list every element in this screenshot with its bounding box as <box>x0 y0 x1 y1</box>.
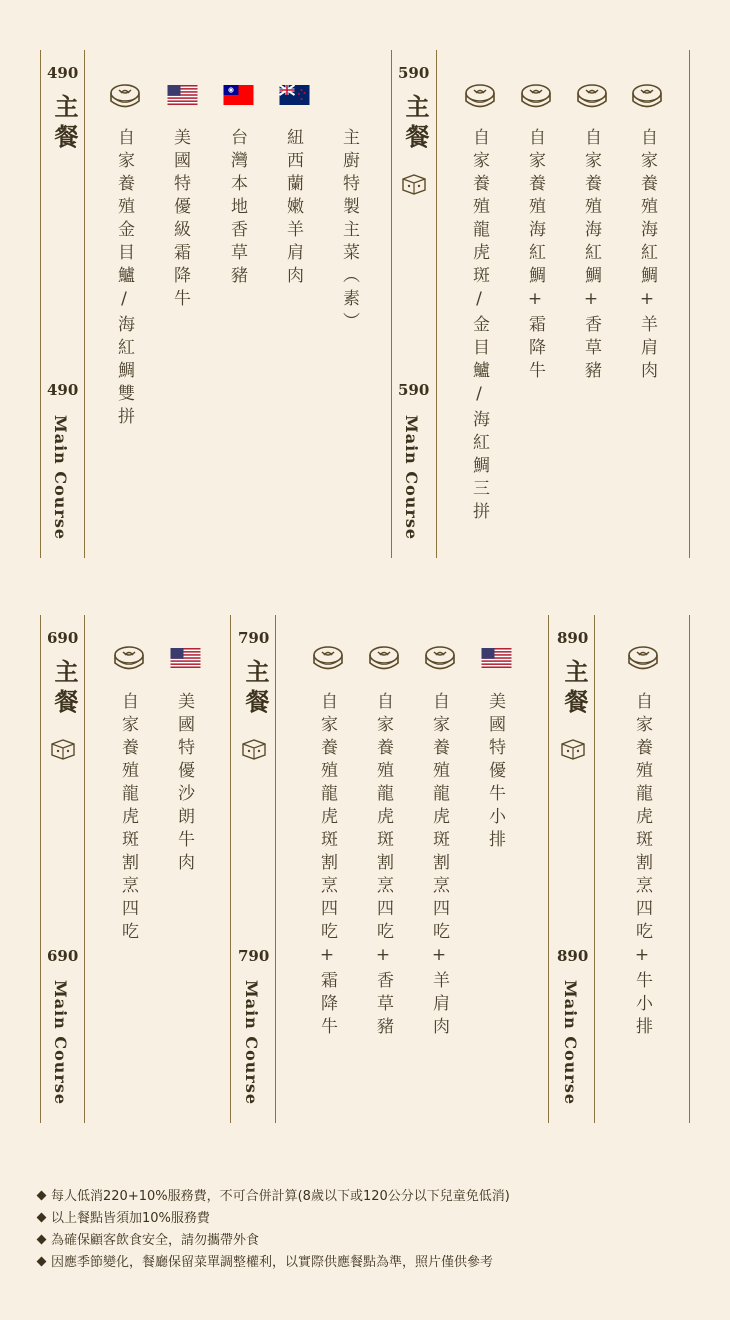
divider-line <box>275 615 276 1123</box>
price-top: 690 <box>47 629 79 647</box>
menu-item: 自家養殖海紅鯛+香草豬 <box>581 128 601 384</box>
main-course-label: 主餐 <box>560 659 589 719</box>
divider-line <box>230 615 231 1123</box>
usa-flag-icon <box>167 85 198 105</box>
price-top: 490 <box>47 64 79 82</box>
fish-badge-icon <box>109 82 141 110</box>
divider-line <box>548 615 549 1123</box>
price-bottom: 590 <box>398 381 430 399</box>
lunchbox-icon <box>558 737 588 761</box>
main-course-en-label: Main Course <box>242 980 261 1106</box>
fish-badge-icon <box>520 82 552 110</box>
main-course-en-label: Main Course <box>51 980 70 1106</box>
main-course-label: 主餐 <box>50 94 79 154</box>
lunchbox-icon <box>239 737 269 761</box>
menu-item: 美國特優沙朗牛肉 <box>174 692 194 876</box>
fish-badge-icon <box>424 644 456 672</box>
menu-item: 主廚特製主菜（素） <box>339 128 359 335</box>
menu-item: 自家養殖龍虎斑割烹四吃+香草豬 <box>373 692 393 1040</box>
divider-line <box>40 615 41 1123</box>
menu-item: 自家養殖海紅鯛+羊肩肉 <box>637 128 657 384</box>
divider-line <box>391 50 392 558</box>
usa-flag-icon <box>481 648 512 668</box>
lunchbox-icon <box>48 737 78 761</box>
menu-item: 自家養殖龍虎斑割烹四吃+霜降牛 <box>317 692 337 1040</box>
divider-line <box>436 50 437 558</box>
divider-line <box>40 50 41 558</box>
main-course-en-label: Main Course <box>402 415 421 541</box>
fish-badge-icon <box>113 644 145 672</box>
divider-line <box>84 50 85 558</box>
diamond-bullet-icon <box>37 1213 47 1223</box>
usa-flag-icon <box>170 648 201 668</box>
note-line: 以上餐點皆須加10%服務費 <box>38 1208 510 1230</box>
fish-badge-icon <box>631 82 663 110</box>
menu-item: 自家養殖金目鱸/海紅鯛雙拼 <box>114 128 134 430</box>
main-course-en-label: Main Course <box>561 980 580 1106</box>
menu-item: 自家養殖龍虎斑割烹四吃+牛小排 <box>632 692 652 1040</box>
main-course-en-label: Main Course <box>51 415 70 541</box>
fish-badge-icon <box>464 82 496 110</box>
menu-item: 美國特優級霜降牛 <box>170 128 190 312</box>
price-top: 790 <box>238 629 270 647</box>
taiwan-flag-icon <box>223 85 254 105</box>
menu-item: 自家養殖海紅鯛+霜降牛 <box>525 128 545 384</box>
menu-item: 台灣本地香草豬 <box>227 128 247 289</box>
new-zealand-flag-icon <box>279 85 310 105</box>
note-line: 為確保顧客飲食安全，請勿攜帶外食 <box>38 1230 510 1252</box>
price-bottom: 790 <box>238 947 270 965</box>
divider-line <box>689 615 690 1123</box>
lunchbox-icon <box>399 172 429 196</box>
menu-item: 自家養殖龍虎斑割烹四吃+羊肩肉 <box>429 692 449 1040</box>
main-course-label: 主餐 <box>241 659 270 719</box>
price-bottom: 890 <box>557 947 589 965</box>
divider-line <box>689 50 690 558</box>
menu-item: 紐西蘭嫩羊肩肉 <box>283 128 303 289</box>
fish-badge-icon <box>576 82 608 110</box>
fish-badge-icon <box>627 644 659 672</box>
divider-line <box>84 615 85 1123</box>
fish-badge-icon <box>312 644 344 672</box>
price-top: 590 <box>398 64 430 82</box>
price-top: 890 <box>557 629 589 647</box>
price-bottom: 690 <box>47 947 79 965</box>
divider-line <box>594 615 595 1123</box>
main-course-label: 主餐 <box>401 94 430 154</box>
price-bottom: 490 <box>47 381 79 399</box>
menu-item: 自家養殖龍虎斑割烹四吃 <box>118 692 138 945</box>
main-course-label: 主餐 <box>50 659 79 719</box>
note-line: 每人低消220+10%服務費，不可合併計算(8歲以下或120公分以下兒童免低消) <box>38 1186 510 1208</box>
note-line: 因應季節變化，餐廳保留菜單調整權利，以實際供應餐點為準，照片僅供參考 <box>38 1252 510 1274</box>
menu-item: 美國特優牛小排 <box>485 692 505 853</box>
fish-badge-icon <box>368 644 400 672</box>
diamond-bullet-icon <box>37 1257 47 1267</box>
diamond-bullet-icon <box>37 1235 47 1245</box>
diamond-bullet-icon <box>37 1191 47 1201</box>
menu-notes <box>38 1186 510 1274</box>
menu-item: 自家養殖龍虎斑/金目鱸/海紅鯛三拼 <box>469 128 489 525</box>
